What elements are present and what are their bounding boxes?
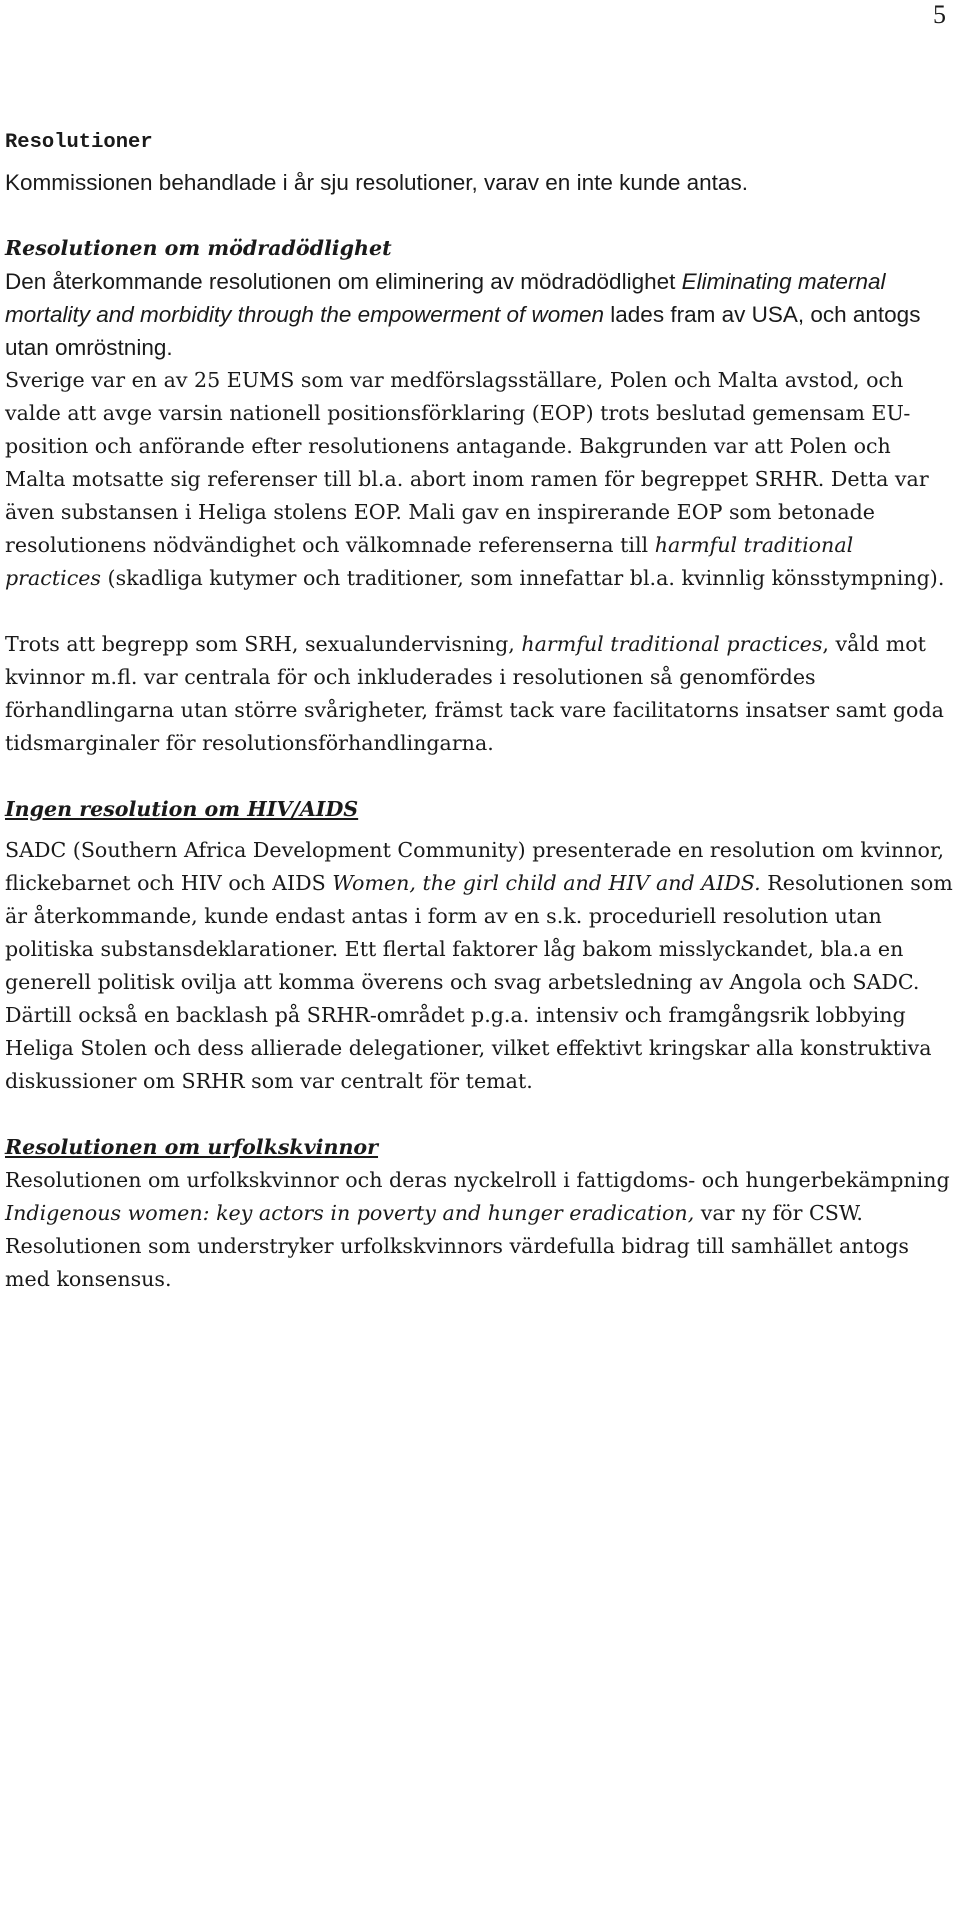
section-heading-resolutioner: Resolutioner xyxy=(5,131,153,154)
paragraph-modradodlighet-trots xyxy=(5,628,955,760)
text-span: var ny för CSW. Resolutionen som understryker urfolkskvinnors värdefulla bidrag till samhället antogs med konsensus. xyxy=(5,1201,909,1291)
text-span: Den återkommande resolutionen om eliminering av mödradödlighet xyxy=(5,269,682,294)
section-heading-modradodlighet: Resolutionen om mödradödlighet xyxy=(5,236,392,260)
italic-phrase: harmful traditional practices xyxy=(5,533,854,590)
paragraph-modradodlighet-intro xyxy=(5,265,955,364)
section-heading-hiv: Ingen resolution om HIV/AIDS xyxy=(5,797,359,821)
section-heading-urfolk: Resolutionen om urfolkskvinnor xyxy=(5,1135,379,1159)
italic-phrase: harmful traditional practices xyxy=(521,632,823,656)
text-span: Trots att begrepp som SRH, sexualundervisning, xyxy=(5,632,522,656)
text-span: Resolutionen om urfolkskvinnor och deras nyckelroll i fattigdoms- och hungerbekämpning xyxy=(5,1168,950,1192)
paragraph-hiv xyxy=(5,834,955,1098)
paragraph-urfolk xyxy=(5,1164,955,1296)
document-body xyxy=(5,128,955,1296)
resolution-title-italic: Indigenous women: key actors in poverty and hunger eradication, xyxy=(5,1201,695,1225)
text-span: lades fram av USA, och antogs utan omröstning. xyxy=(5,302,921,360)
text-span: Sverige var en av 25 EUMS som var medförslagsställare, Polen och Malta avstod, och valde att avge varsin nationell positionsförklaring (EOP) trots beslutad gemensam EU-position och anförande efter resolutionens antagande. Bakgrunden var att Polen och Malta motsatte sig referenser till bl.a. abort inom ramen för begreppet SRHR. Detta var även substansen i Heliga stolens EOP. Mali gav en inspirerande EOP som betonade resolutionens nödvändighet och välkomnade referenserna till xyxy=(5,368,929,557)
page-number: 5 xyxy=(933,0,946,29)
text-span: Resolutionen som är återkommande, kunde endast antas i form av en s.k. proceduriell resolution utan politiska substansdeklarationer. Ett flertal faktorer låg bakom misslyckandet, bla.a en generell politisk ovilja att komma överens och svag arbetsledning av Angola och SADC. Därtill också en backlash på SRHR-området p.g.a. intensiv och framgångsrik lobbying Heliga Stolen och dess allierade delegationer, vilket effektivt kringskar alla konstruktiva diskussioner om SRHR som var centralt för temat. xyxy=(5,871,953,1093)
text-span: SADC (Southern Africa Development Community) presenterade en resolution om kvinnor, flickebarnet och HIV och AIDS xyxy=(5,838,945,895)
text-span: (skadliga kutymer och traditioner, som innefattar bl.a. kvinnlig könsstympning). xyxy=(101,566,945,590)
resolution-title-italic: Women, the girl child and HIV and AIDS. xyxy=(332,871,761,895)
resolution-title-italic: Eliminating maternal mortality and morbidity through the empowerment of women xyxy=(5,269,886,327)
intro-paragraph: Kommissionen behandlade i år sju resolutioner, varav en inte kunde antas. xyxy=(5,170,748,195)
text-span: , våld mot kvinnor m.fl. var centrala för och inkluderades i resolutionen så genomfördes förhandlingarna utan större svårigheter, främst tack vare facilitatorns insatser samt goda tidsmarginaler för resolutionsförhandlingarna. xyxy=(5,632,944,755)
paragraph-modradodlighet-body xyxy=(5,364,955,595)
